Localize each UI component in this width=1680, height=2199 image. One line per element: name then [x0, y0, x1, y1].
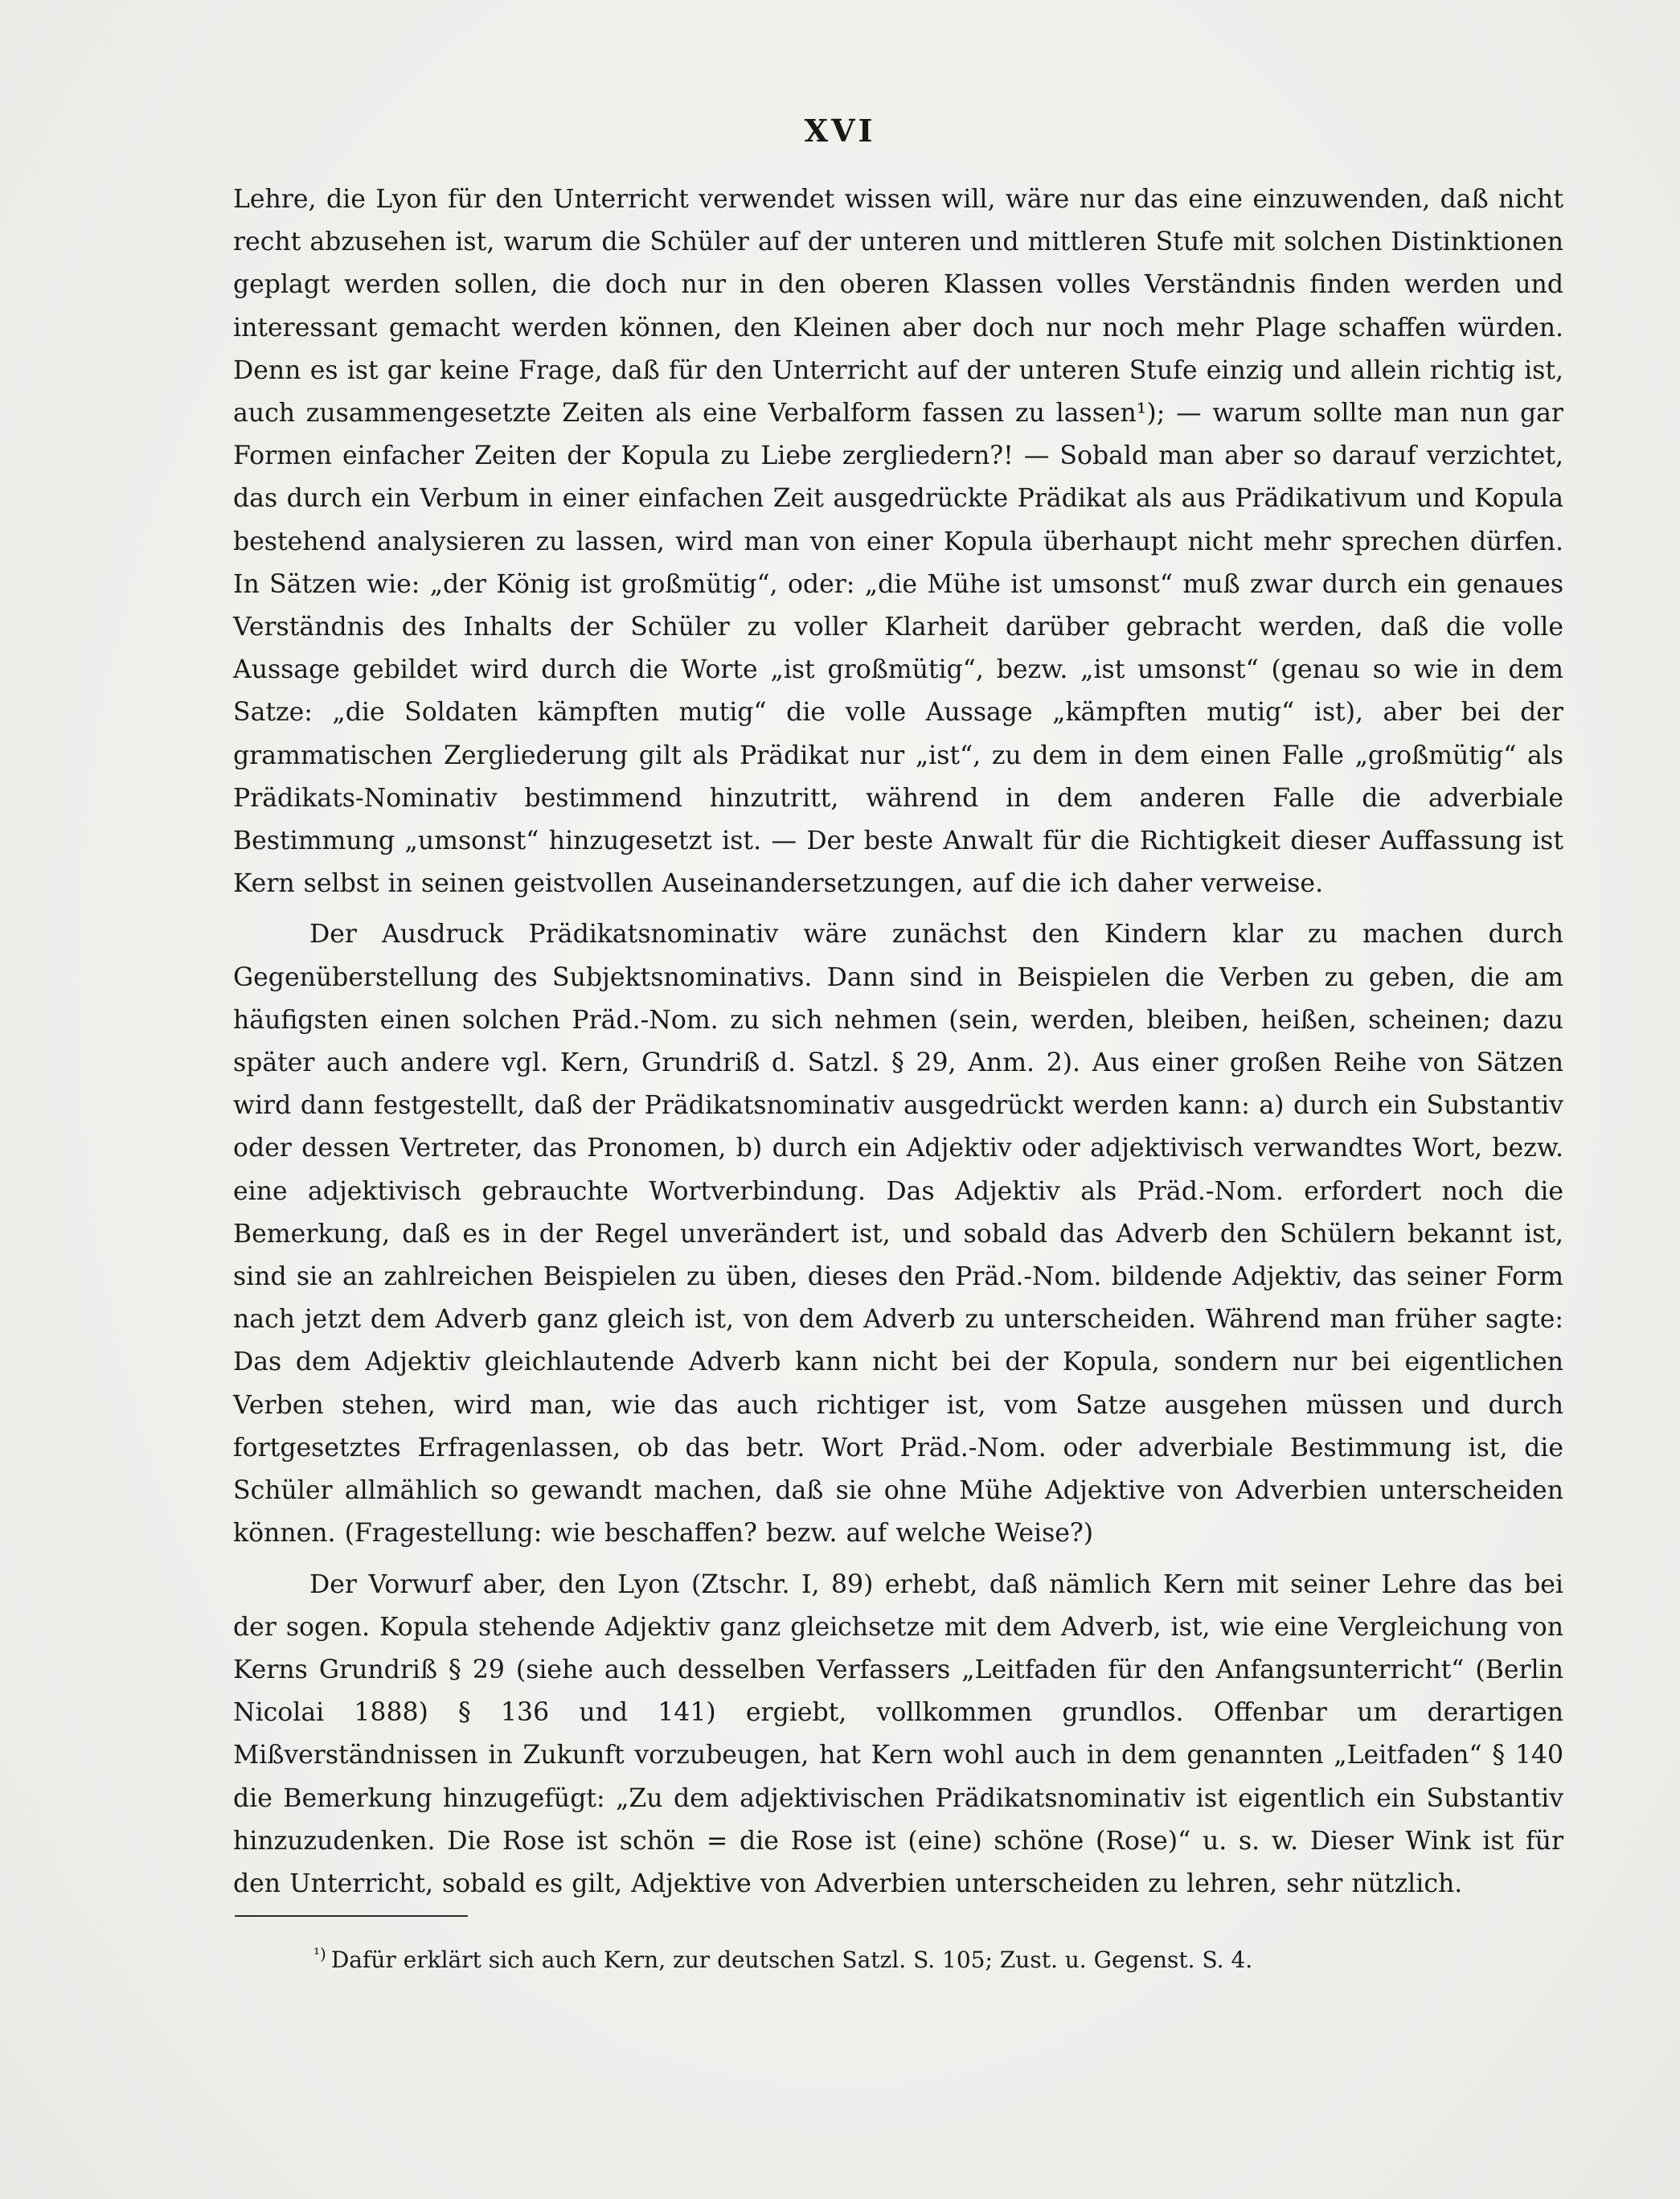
paragraph-3: Der Vorwurf aber, den Lyon (Ztschr. I, 89) erhebt, daß nämlich Kern mit seiner Lehre das bei der sogen. Kopula stehende Adjektiv ganz gleichsetze mit dem Adverb, ist, wie eine Vergleichung von Kerns Grundriß § 29 (siehe auch desselben Verfassers „Leitfaden für den Anfangsunterricht“ (Berlin Nicolai 1888) § 136 und 141) ergiebt, vollkommen grundlos. Offenbar um derartigen Mißverständnissen in Zukunft vorzubeugen, hat Kern wohl auch in dem genannten „Leitfaden“ § 140 die Bemerkung hinzugefügt: „Zu dem adjektivischen Prädikatsnominativ ist eigentlich ein Substantiv hinzuzudenken. Die Rose ist schön = die Rose ist (eine) schöne (Rose)“ u. s. w. Dieser Wink ist für den Unterricht, sobald es gilt, Adjektive von Adverbien unterscheiden zu lehren, sehr nützlich. [233, 1569, 1563, 1898]
footnote-divider [235, 1915, 468, 1917]
footnote-text: Dafür erklärt sich auch Kern, zur deutschen Satzl. S. 105; Zust. u. Gegenst. S. 4. [330, 1947, 1253, 1973]
page-number: XVI [804, 113, 876, 149]
body-text [233, 178, 1563, 1906]
paragraph-1: Lehre, die Lyon für den Unterricht verwendet wissen will, wäre nur das eine einzuwenden, daß nicht recht abzusehen ist, warum die Schüler auf der unteren und mittleren Stufe mit solchen Distinktionen geplagt werden sollen, die doch nur in den oberen Klassen volles Verständnis finden werden und interessant gemacht werden können, den Kleinen aber doch nur noch mehr Plage schaffen würden. Denn es ist gar keine Frage, daß für den Unterricht auf der unteren Stufe einzig und allein richtig ist, auch zusammengesetzte Zeiten als eine Verbalform fassen zu lassen¹); — warum sollte man nun gar Formen einfacher Zeiten der Kopula zu Liebe zergliedern?! — Sobald man aber so darauf verzichtet, das durch ein Verbum in einer einfachen Zeit ausgedrückte Prädikat als aus Prädikativum und Kopula bestehend analysieren zu lassen, wird man von einer Kopula überhaupt nicht mehr sprechen dürfen. In Sätzen wie: „der König ist großmütig“, oder: „die Mühe ist umsonst“ muß zwar durch ein genaues Verständnis des Inhalts der Schüler zu voller Klarheit darüber gebracht werden, daß die volle Aussage gebildet wird durch die Worte „ist großmütig“, bezw. „ist umsonst“ (genau so wie in dem Satze: „die Soldaten kämpften mutig“ die volle Aussage „kämpften mutig“ ist), aber bei der grammatischen Zergliederung gilt als Prädikat nur „ist“, zu dem in dem einen Falle „großmütig“ als Prädikats-Nominativ bestimmend hinzutritt, während in dem anderen Falle die adverbiale Bestimmung „umsonst“ hinzugesetzt ist. — Der beste Anwalt für die Richtigkeit dieser Auffassung ist Kern selbst in seinen geistvollen Auseinandersetzungen, auf die ich daher verweise. [233, 185, 1563, 899]
paragraph-2: Der Ausdruck Prädikatsnominativ wäre zunächst den Kindern klar zu machen durch Gegenüberstellung des Subjektsnominativs. Dann sind in Beispielen die Verben zu geben, die am häufigsten einen solchen Präd.-Nom. zu sich nehmen (sein, werden, bleiben, heißen, scheinen; dazu später auch andere vgl. Kern, Grundriß d. Satzl. § 29, Anm. 2). Aus einer großen Reihe von Sätzen wird dann festgestellt, daß der Prädikatsnominativ ausgedrückt werden kann: a) durch ein Substantiv oder dessen Vertreter, das Pronomen, b) durch ein Adjektiv oder adjektivisch verwandtes Wort, bezw. eine adjektivisch gebrauchte Wortverbindung. Das Adjektiv als Präd.-Nom. erfordert noch die Bemerkung, daß es in der Regel unverändert ist, und sobald das Adverb den Schülern bekannt ist, sind sie an zahlreichen Beispielen zu üben, dieses den Präd.-Nom. bildende Adjektiv, das seiner Form nach jetzt dem Adverb ganz gleich ist, von dem Adverb zu unterscheiden. Während man früher sagte: Das dem Adjektiv gleichlautende Adverb kann nicht bei der Kopula, sondern nur bei eigentlichen Verben stehen, wird man, wie das auch richtiger ist, vom Satze ausgehen müssen und durch fortgesetztes Erfragenlassen, ob das betr. Wort Präd.-Nom. oder adverbiale Bestimmung ist, die Schüler allmählich so gewandt machen, daß sie ohne Mühe Adjektive von Adverbien unterscheiden können. (Fragestellung: wie beschaffen? bezw. auf welche Weise?) [233, 920, 1563, 1549]
footnote-mark: ¹) [313, 1943, 326, 1963]
footnote [313, 1944, 1519, 1976]
